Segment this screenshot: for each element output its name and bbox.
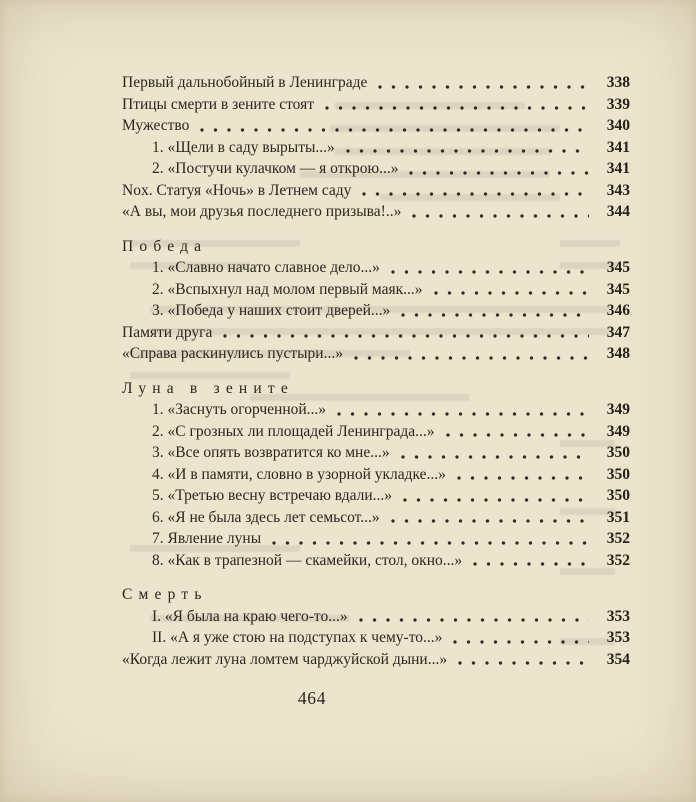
toc-entry	[122, 279, 630, 301]
leader-dots	[380, 507, 596, 529]
toc-entry-page: 344	[606, 203, 630, 220]
toc-entry-title: Луна в зените	[122, 379, 294, 397]
toc-entry-title: 1. «Славно начато славное дело...»	[152, 259, 380, 276]
toc-entry	[122, 627, 630, 649]
leader-dots	[435, 421, 596, 443]
toc-entry	[122, 399, 630, 421]
leader-dots	[447, 649, 596, 671]
toc-entry-title: Первый дальнобойный в Ленинграде	[122, 74, 368, 91]
toc-entry-title: 2. «С грозных ли площадей Ленинграда...»	[152, 422, 435, 440]
toc-list	[122, 72, 630, 670]
toc-entry-title: «Справа раскинулись пустыри...»	[122, 345, 343, 362]
toc-entry-title: 8. «Как в трапезной — скамейки, стол, окно...»	[152, 551, 463, 569]
page-number: 464	[297, 688, 327, 708]
leader-dots	[343, 343, 596, 365]
toc-entry-title: Смерть	[122, 586, 208, 603]
toc-entry	[122, 137, 630, 159]
toc-entry-page: 350	[606, 444, 630, 461]
toc-entry-page: 338	[606, 74, 630, 91]
toc-entry	[122, 300, 630, 322]
toc-entry	[122, 442, 630, 464]
leader-dots	[442, 627, 596, 649]
toc-entry	[122, 606, 630, 628]
toc-entry	[122, 507, 630, 529]
toc-entry-page: 346	[606, 302, 630, 319]
leader-dots	[335, 137, 596, 159]
toc-entry-page: 353	[606, 607, 630, 625]
toc-entry-title: 5. «Третью весну встречаю вдали...»	[152, 487, 393, 504]
toc-entry-page: 340	[606, 117, 630, 134]
leader-dots	[212, 322, 596, 344]
toc-entry	[122, 649, 630, 671]
toc-entry-title: 7. Явление луны	[152, 530, 262, 547]
leader-dots	[326, 399, 596, 421]
toc-entry	[122, 158, 630, 180]
toc-entry	[122, 72, 630, 94]
toc-entry-title: Птицы смерти в зените стоят	[122, 95, 315, 113]
toc-entry-page: 353	[606, 629, 630, 646]
toc-entry-title: Победа	[122, 237, 208, 255]
toc-entry-page: 349	[606, 401, 630, 418]
toc-entry-page: 345	[606, 280, 630, 298]
toc-entry-title: II. «А я уже стою на подступах к чему-то...»	[152, 629, 443, 646]
toc-entry-page: 348	[606, 345, 630, 362]
toc-entry	[122, 180, 630, 202]
toc-entry-title: 1. «Щели в саду вырыты...»	[152, 138, 335, 156]
toc-entry-page: 341	[606, 138, 630, 156]
leader-dots	[351, 180, 596, 202]
toc-entry-title: 2. «Вспыхнул над молом первый маяк...»	[152, 280, 423, 298]
toc-entry	[122, 343, 630, 365]
toc-entry-page: 354	[606, 650, 630, 668]
toc-entry-title: I. «Я была на краю чего-то...»	[152, 607, 348, 625]
leader-dots	[390, 300, 596, 322]
toc-entry-title: 6. «Я не была здесь лет семьсот...»	[152, 508, 380, 526]
toc-entry	[122, 236, 630, 258]
toc-entry-title: Памяти друга	[122, 323, 213, 341]
toc-entry-page: 352	[606, 530, 630, 547]
leader-dots	[261, 528, 596, 550]
toc-entry-title: 3. «Победа у наших стоит дверей...»	[152, 302, 391, 319]
toc-entry	[122, 322, 630, 344]
toc-entry	[122, 257, 630, 279]
toc-entry-title: 4. «И в памяти, словно в узорной укладке...»	[152, 465, 446, 483]
toc-entry-page: 351	[606, 508, 630, 526]
toc-entry-page: 341	[606, 160, 630, 177]
leader-dots	[189, 115, 596, 137]
leader-dots	[462, 550, 596, 572]
toc-entry-page: 339	[606, 95, 630, 113]
toc-entry-title: «Когда лежит луна ломтем чарджуйской дыни...»	[122, 650, 448, 668]
toc-entry	[122, 421, 630, 443]
leader-dots	[390, 442, 596, 464]
toc-entry	[122, 94, 630, 116]
toc-entry	[122, 464, 630, 486]
toc-entry-title: 2. «Постучи кулачком — я открою...»	[152, 160, 399, 177]
toc-entry-page: 345	[606, 259, 630, 276]
leader-dots	[348, 606, 596, 628]
toc-entry-title: 3. «Все опять возвратится ко мне...»	[152, 444, 390, 461]
toc-entry-title: «А вы, мои друзья последнего призыва!..»	[122, 203, 402, 220]
toc-entry-page: 349	[606, 422, 630, 440]
leader-dots	[401, 201, 596, 223]
toc-entry-page: 347	[606, 323, 630, 341]
leader-dots	[367, 72, 596, 94]
toc-entry-title: Мужество	[122, 117, 190, 134]
toc-entry	[122, 201, 630, 223]
toc-entry-title: Nox. Статуя «Ночь» в Летнем саду	[122, 181, 352, 199]
leader-dots	[380, 257, 596, 279]
toc-entry-page: 352	[606, 551, 630, 569]
toc-entry-title: 1. «Заснуть огорченной...»	[152, 401, 327, 418]
leader-dots	[392, 485, 596, 507]
leader-dots	[398, 158, 596, 180]
toc-entry	[122, 584, 630, 606]
leader-dots	[446, 464, 596, 486]
toc-entry	[122, 528, 630, 550]
toc-entry-page: 350	[606, 465, 630, 483]
leader-dots	[423, 279, 596, 301]
toc-entry	[122, 485, 630, 507]
toc-entry	[122, 378, 630, 400]
leader-dots	[314, 94, 596, 116]
toc-entry	[122, 550, 630, 572]
toc-entry-page: 343	[606, 181, 630, 199]
toc-entry	[122, 115, 630, 137]
toc-entry-page: 350	[606, 487, 630, 504]
